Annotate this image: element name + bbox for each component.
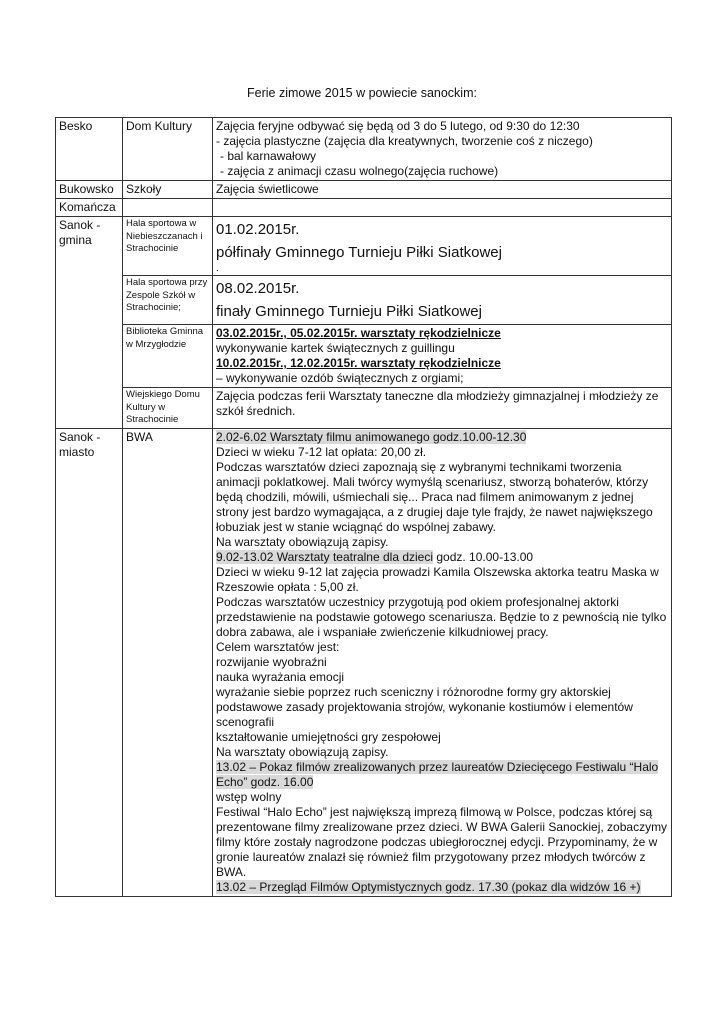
page-title: Ferie zimowe 2015 w powiecie sanockim: [247,86,477,100]
text-line: Festiwal “Halo Echo” jest największą imprezą filmową w Polsce, podczas której są prezentowane filmy zrealizowane przez dzieci. W BWA Galerii Sanockiej, zobaczymy filmy które zostały nagrodzone podczas ubiegłorocznej edycji. Przypominamy, że w gronie laureatów znalazł się również film przygotowany przez młodych twórców z BWA. [216,804,668,879]
venue-cell: Wiejskiego Domu Kultury w Strachocinie [123,388,213,429]
text-line: wstęp wolny [216,789,282,804]
table-row [56,217,672,276]
text-line: - zajęcia plastyczne (zajęcia dla kreatywnych, tworzenie coś z niczego) [216,134,593,148]
description-cell [213,217,672,276]
place-cell: Komańcza [56,199,123,217]
table-row [56,325,672,388]
description-cell: Zajęcia świetlicowe [213,181,672,199]
text-line: podstawowe zasady projektowania strojów, wykonanie kostiumów i elementów scenografii [216,699,633,729]
highlighted-heading: 2.02-6.02 Warsztaty filmu animowanego godz.10.00-12.30 [216,429,527,444]
description-cell [213,325,672,388]
description-cell [213,276,672,325]
place-cell: Bukowsko [56,181,123,199]
text-line: Na warsztaty obowiązują zapisy. [216,534,389,549]
venue-cell: Biblioteka Gminna w Mrzygłodzie [123,325,213,388]
highlighted-heading: 13.02 – Przegląd Filmów Optymistycznych godz. 17.30 (pokaz dla widzów 16 +) [216,879,641,894]
text-line: 10.02.2015r., 12.02.2015r. warsztaty rękodzielnicze [216,356,501,370]
place-cell: Sanok - gmina [56,217,123,429]
table-row [56,428,672,896]
text-line: 03.02.2015r., 05.02.2015r. warsztaty rękodzielnicze [216,326,501,340]
highlighted-heading: 9.02-13.02 Warsztaty teatralne dla dzieci [216,549,434,564]
description-cell [213,428,672,896]
text-line: – wykonywanie ozdób świątecznych z orgiami; [216,371,464,385]
text-line: Dzieci w wieku 7-12 lat opłata: 20,00 zł. [216,444,427,459]
table-row [56,276,672,325]
table-row [56,181,672,199]
text-line: rozwijanie wyobraźni [216,654,327,669]
venue-cell [123,199,213,217]
table-row [56,199,672,217]
place-cell: Sanok - miasto [56,428,123,896]
text-line: - bal karnawałowy [220,149,317,163]
text-line: Podczas warsztatów uczestnicy przygotują pod okiem profesjonalnej aktorki przedstawienie na podstawie gotowego scenariusza. Będzie to z pewnością nie tylko dobra zabawa, ale i wspaniałe zwieńczenie kilkudniowej pracy. [216,594,667,639]
event-date: 08.02.2015r. [216,280,300,297]
venue-cell: Hala sportowa w Niebieszczanach i Strachocinie [123,217,213,276]
event-title: półfinały Gminnego Turnieju Piłki Siatkowej [216,244,502,261]
table-row [56,118,672,181]
text-line: Zajęcia feryjne odbywać się będą od 3 do 5 lutego, od 9:30 do 12:30 [216,119,580,133]
description-cell: Zajęcia podczas ferii Warsztaty taneczne dla młodzieży gimnazjalnej i młodzieży ze szkół średnich. [213,388,672,429]
text-line: Dzieci w wieku 9-12 lat zajęcia prowadzi Kamila Olszewska aktorka teatru Maska w Rzeszowie opłata : 5,00 zł. [216,564,659,594]
text-line: - zajęcia z animacji czasu wolnego(zajęcia ruchowe) [220,164,499,178]
description-cell [213,118,672,181]
text-line: Podczas warsztatów dzieci zapoznają się z wybranymi technikami tworzenia animacji poklatkowej. Mali twórcy wymyślą scenariusz, stworzą bohaterów, którzy będą chodzili, mówili, uśmiechali się... Praca nad filmem animowanym z jednej strony jest bardzo wymagająca, a z drugiej daje tyle frajdy, że nawet największego łobuziak jest w stanie wciągnąć do wspólnej zabawy. [216,459,653,534]
event-title: finały Gminnego Turnieju Piłki Siatkowej [216,303,482,320]
table-row [56,388,672,429]
text-line: wyrażanie siebie poprzez ruch sceniczny i różnorodne formy gry aktorskiej [216,684,611,699]
text-line: Na warsztaty obowiązują zapisy. [216,744,389,759]
description-cell [213,199,672,217]
venue-cell: Szkoły [123,181,213,199]
venue-cell: BWA [123,428,213,896]
venue-cell: Hala sportowa przy Zespole Szkół w Strachocinie; [123,276,213,325]
venue-cell: Dom Kultury [123,118,213,181]
text-line: nauka wyrażania emocji [216,669,345,684]
text-line: wykonywanie kartek świątecznych z guillingu [216,341,455,355]
text-line: Celem warsztatów jest: [216,639,340,654]
text-line: . [216,263,219,274]
text-line: kształtowanie umiejętności gry zespołowej [216,729,441,744]
place-cell: Besko [56,118,123,181]
event-date: 01.02.2015r. [216,221,300,238]
events-table [55,117,672,897]
highlighted-heading: 13.02 – Pokaz filmów zrealizowanych przez laureatów Dziecięcego Festiwalu “Halo Echo” godz. 16.00 [216,759,659,789]
text-line: godz. 10.00-13.00 [433,549,534,564]
